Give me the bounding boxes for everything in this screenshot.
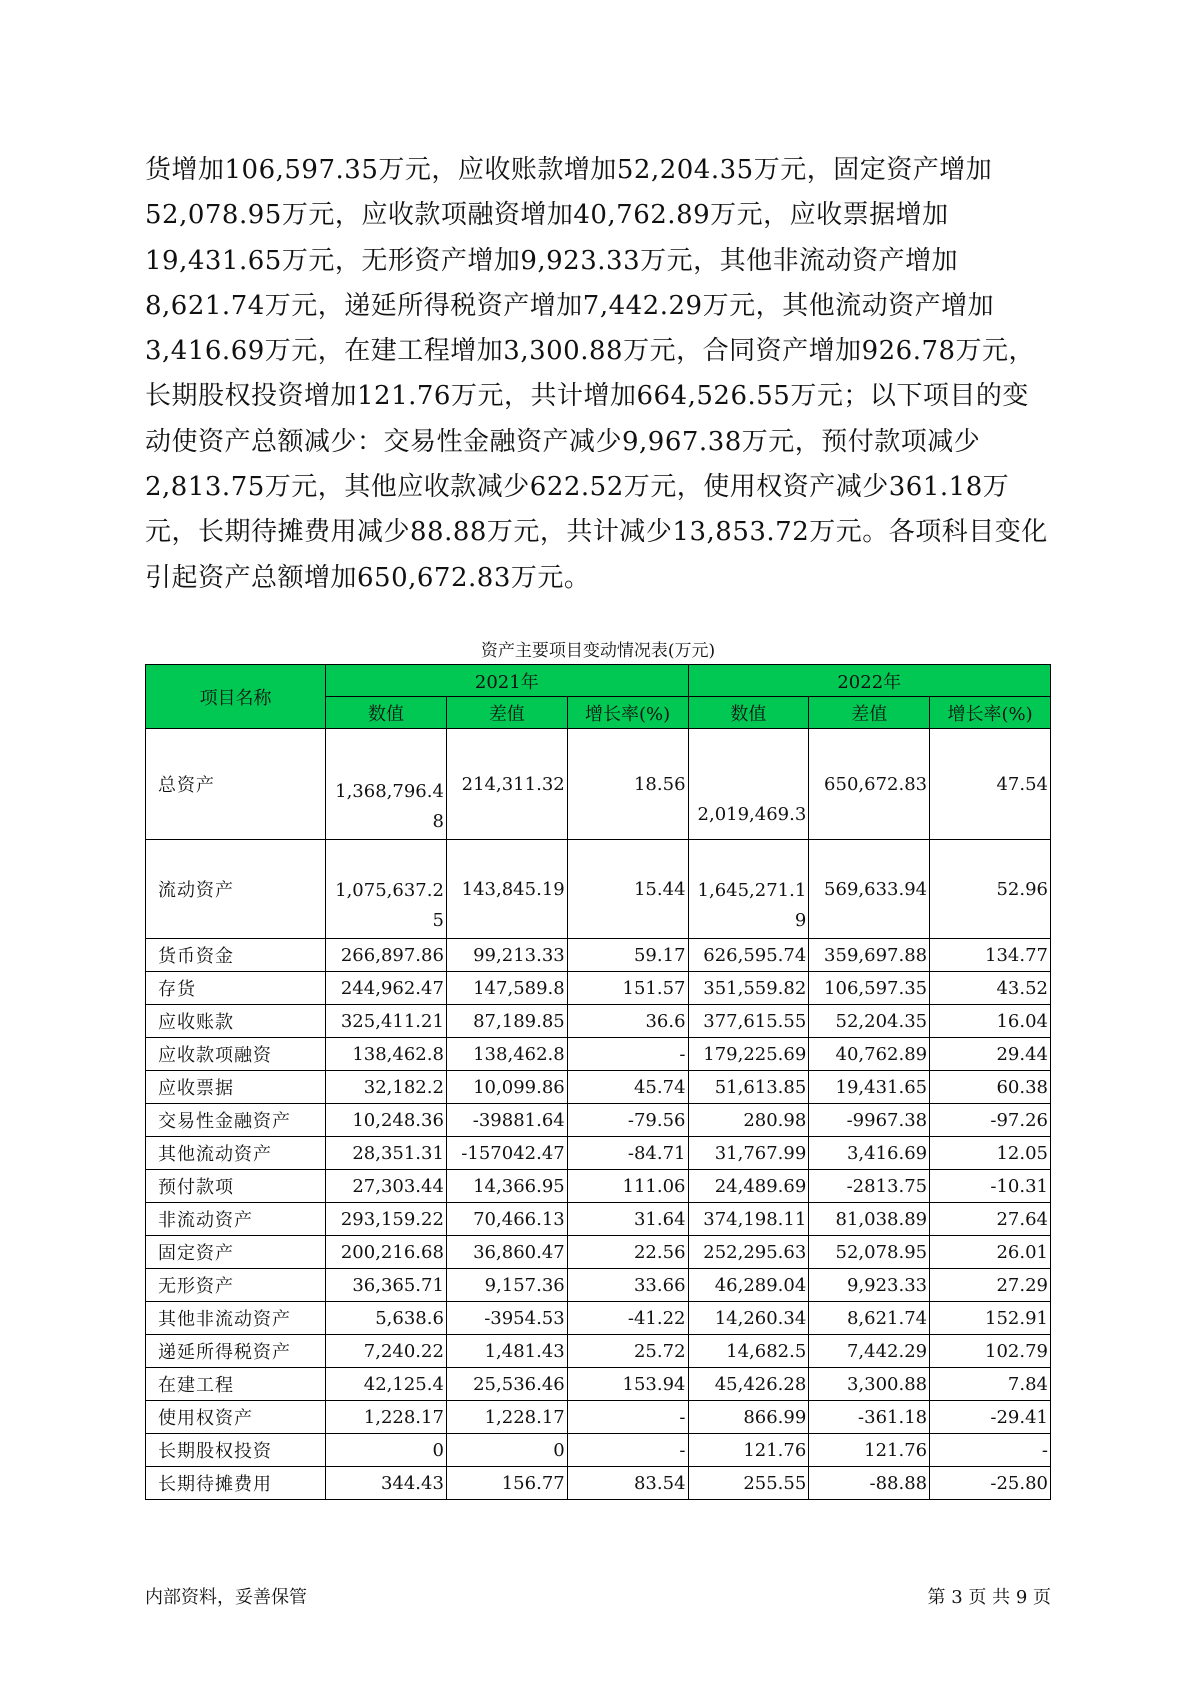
cell-growth-2021: 22.56 xyxy=(567,1236,688,1269)
cell-growth-2022: -97.26 xyxy=(930,1104,1051,1137)
cell-growth-2021: 15.44 xyxy=(567,840,688,939)
body-paragraph: 货增加106,597.35万元，应收账款增加52,204.35万元，固定资产增加52,078.95万元，应收款项融资增加40,762.89万元，应收票据增加19,431.65万元，无形资产增加9,923.33万元，其他非流动资产增加8,621.74万元，递延所得税资产增加7,442.29万元，其他流动资产增加3,416.69万元，在建工程增加3,300.88万元，合同资产增加926.78万元，长期股权投资增加121.76万元，共计增加664,526.55万元；以下项目的变动使资产总额减少：交易性金融资产减少9,967.38万元，预付款项减少2,813.75万元，其他应收款减少622.52万元，使用权资产减少361.18万元，长期待摊费用减少88.88万元，共计减少13,853.72万元。各项科目变化引起资产总额增加650,672.83万元。 xyxy=(145,155,1048,593)
table-row xyxy=(146,1236,1051,1269)
header-item-name: 项目名称 xyxy=(146,665,326,729)
cell-value-2022: 252,295.63 xyxy=(688,1236,809,1269)
table-row xyxy=(146,1071,1051,1104)
cell-growth-2021: 59.17 xyxy=(567,939,688,972)
cell-value-2022: 121.76 xyxy=(688,1434,809,1467)
cell-growth-2021: 18.56 xyxy=(567,729,688,840)
footer-confidential-note: 内部资料，妥善保管 xyxy=(145,1587,307,1608)
cell-value-2021: 5,638.6 xyxy=(326,1302,447,1335)
cell-growth-2022: 134.77 xyxy=(930,939,1051,972)
table-row xyxy=(146,1434,1051,1467)
cell-growth-2021: -84.71 xyxy=(567,1137,688,1170)
cell-value-2021: 42,125.4 xyxy=(326,1368,447,1401)
cell-growth-2021: 151.57 xyxy=(567,972,688,1005)
cell-diff-2022: -88.88 xyxy=(809,1467,930,1500)
header-diff-2021: 差值 xyxy=(446,697,567,729)
row-item-name: 其他非流动资产 xyxy=(146,1302,326,1335)
row-item-name: 流动资产 xyxy=(146,840,326,939)
cell-diff-2022: 52,078.95 xyxy=(809,1236,930,1269)
cell-growth-2022: 102.79 xyxy=(930,1335,1051,1368)
cell-value-2021: 1,228.17 xyxy=(326,1401,447,1434)
cell-diff-2022: -2813.75 xyxy=(809,1170,930,1203)
cell-growth-2022: 47.54 xyxy=(930,729,1051,840)
cell-value-2022: 179,225.69 xyxy=(688,1038,809,1071)
cell-value-2022: 2,019,469.3 xyxy=(688,729,809,840)
cell-diff-2021: 99,213.33 xyxy=(446,939,567,972)
cell-value-2021: 32,182.2 xyxy=(326,1071,447,1104)
cell-value-2022: 46,289.04 xyxy=(688,1269,809,1302)
cell-diff-2022: 8,621.74 xyxy=(809,1302,930,1335)
table-row xyxy=(146,1137,1051,1170)
cell-diff-2022: -9967.38 xyxy=(809,1104,930,1137)
table-row xyxy=(146,1467,1051,1500)
table-row xyxy=(146,1269,1051,1302)
cell-diff-2021: 138,462.8 xyxy=(446,1038,567,1071)
cell-value-2022: 14,260.34 xyxy=(688,1302,809,1335)
cell-diff-2021: 87,189.85 xyxy=(446,1005,567,1038)
cell-growth-2021: - xyxy=(567,1038,688,1071)
row-item-name: 应收款项融资 xyxy=(146,1038,326,1071)
table-row xyxy=(146,972,1051,1005)
cell-diff-2021: 1,228.17 xyxy=(446,1401,567,1434)
cell-growth-2022: -10.31 xyxy=(930,1170,1051,1203)
cell-diff-2021: 147,589.8 xyxy=(446,972,567,1005)
cell-value-2021: 1,368,796.48 xyxy=(326,729,447,840)
cell-value-2021: 0 xyxy=(326,1434,447,1467)
cell-growth-2021: 83.54 xyxy=(567,1467,688,1500)
cell-value-2022: 45,426.28 xyxy=(688,1368,809,1401)
cell-growth-2021: -79.56 xyxy=(567,1104,688,1137)
table-row xyxy=(146,729,1051,840)
cell-value-2021: 27,303.44 xyxy=(326,1170,447,1203)
cell-value-2021: 36,365.71 xyxy=(326,1269,447,1302)
cell-diff-2022: 52,204.35 xyxy=(809,1005,930,1038)
cell-growth-2022: 16.04 xyxy=(930,1005,1051,1038)
cell-diff-2021: 0 xyxy=(446,1434,567,1467)
cell-diff-2022: 569,633.94 xyxy=(809,840,930,939)
cell-value-2022: 626,595.74 xyxy=(688,939,809,972)
cell-diff-2021: -3954.53 xyxy=(446,1302,567,1335)
cell-growth-2022: -29.41 xyxy=(930,1401,1051,1434)
cell-value-2021: 200,216.68 xyxy=(326,1236,447,1269)
cell-value-2022: 31,767.99 xyxy=(688,1137,809,1170)
cell-value-2022: 24,489.69 xyxy=(688,1170,809,1203)
cell-value-2022: 1,645,271.19 xyxy=(688,840,809,939)
row-item-name: 长期待摊费用 xyxy=(146,1467,326,1500)
row-item-name: 应收票据 xyxy=(146,1071,326,1104)
table-row xyxy=(146,1038,1051,1071)
cell-diff-2021: 10,099.86 xyxy=(446,1071,567,1104)
cell-value-2021: 1,075,637.25 xyxy=(326,840,447,939)
cell-diff-2021: 143,845.19 xyxy=(446,840,567,939)
row-item-name: 使用权资产 xyxy=(146,1401,326,1434)
cell-growth-2022: 152.91 xyxy=(930,1302,1051,1335)
cell-diff-2022: 106,597.35 xyxy=(809,972,930,1005)
cell-diff-2022: 19,431.65 xyxy=(809,1071,930,1104)
cell-diff-2022: 40,762.89 xyxy=(809,1038,930,1071)
cell-growth-2022: - xyxy=(930,1434,1051,1467)
cell-diff-2021: 25,536.46 xyxy=(446,1368,567,1401)
cell-value-2022: 255.55 xyxy=(688,1467,809,1500)
cell-value-2021: 10,248.36 xyxy=(326,1104,447,1137)
cell-growth-2022: 43.52 xyxy=(930,972,1051,1005)
asset-change-table xyxy=(145,664,1051,1500)
table-body xyxy=(146,729,1051,1500)
cell-diff-2021: 214,311.32 xyxy=(446,729,567,840)
cell-growth-2021: 111.06 xyxy=(567,1170,688,1203)
cell-diff-2022: 3,300.88 xyxy=(809,1368,930,1401)
cell-growth-2021: 31.64 xyxy=(567,1203,688,1236)
table-caption: 资产主要项目变动情况表(万元) xyxy=(480,641,716,661)
cell-diff-2021: 70,466.13 xyxy=(446,1203,567,1236)
table-row xyxy=(146,840,1051,939)
cell-value-2021: 266,897.86 xyxy=(326,939,447,972)
header-diff-2022: 差值 xyxy=(809,697,930,729)
table-row xyxy=(146,1104,1051,1137)
cell-diff-2021: 9,157.36 xyxy=(446,1269,567,1302)
cell-value-2022: 374,198.11 xyxy=(688,1203,809,1236)
cell-diff-2021: 36,860.47 xyxy=(446,1236,567,1269)
header-year-2021: 2021年 xyxy=(326,665,688,697)
cell-diff-2021: 1,481.43 xyxy=(446,1335,567,1368)
row-item-name: 在建工程 xyxy=(146,1368,326,1401)
cell-value-2022: 280.98 xyxy=(688,1104,809,1137)
cell-growth-2021: 33.66 xyxy=(567,1269,688,1302)
cell-diff-2022: 650,672.83 xyxy=(809,729,930,840)
row-item-name: 存货 xyxy=(146,972,326,1005)
table-row xyxy=(146,939,1051,972)
cell-diff-2022: 121.76 xyxy=(809,1434,930,1467)
table-row xyxy=(146,1170,1051,1203)
cell-value-2021: 138,462.8 xyxy=(326,1038,447,1071)
header-year-2022: 2022年 xyxy=(688,665,1050,697)
row-item-name: 交易性金融资产 xyxy=(146,1104,326,1137)
header-value-2022: 数值 xyxy=(688,697,809,729)
cell-diff-2022: 3,416.69 xyxy=(809,1137,930,1170)
cell-diff-2022: 359,697.88 xyxy=(809,939,930,972)
cell-growth-2022: 27.64 xyxy=(930,1203,1051,1236)
header-value-2021: 数值 xyxy=(326,697,447,729)
footer-page-number: 第 3 页 共 9 页 xyxy=(927,1587,1051,1608)
cell-growth-2022: 60.38 xyxy=(930,1071,1051,1104)
header-growth-2022: 增长率(%) xyxy=(930,697,1051,729)
cell-growth-2022: 29.44 xyxy=(930,1038,1051,1071)
row-item-name: 长期股权投资 xyxy=(146,1434,326,1467)
row-item-name: 无形资产 xyxy=(146,1269,326,1302)
cell-growth-2022: 26.01 xyxy=(930,1236,1051,1269)
table-row xyxy=(146,1005,1051,1038)
cell-value-2021: 293,159.22 xyxy=(326,1203,447,1236)
cell-value-2021: 344.43 xyxy=(326,1467,447,1500)
row-item-name: 其他流动资产 xyxy=(146,1137,326,1170)
table-row xyxy=(146,1302,1051,1335)
cell-value-2022: 377,615.55 xyxy=(688,1005,809,1038)
cell-growth-2021: - xyxy=(567,1401,688,1434)
row-item-name: 应收账款 xyxy=(146,1005,326,1038)
cell-growth-2021: 36.6 xyxy=(567,1005,688,1038)
cell-growth-2021: - xyxy=(567,1434,688,1467)
cell-growth-2021: 25.72 xyxy=(567,1335,688,1368)
row-item-name: 预付款项 xyxy=(146,1170,326,1203)
header-growth-2021: 增长率(%) xyxy=(567,697,688,729)
cell-diff-2021: -157042.47 xyxy=(446,1137,567,1170)
cell-diff-2021: 156.77 xyxy=(446,1467,567,1500)
row-item-name: 非流动资产 xyxy=(146,1203,326,1236)
row-item-name: 货币资金 xyxy=(146,939,326,972)
cell-growth-2022: 7.84 xyxy=(930,1368,1051,1401)
cell-value-2021: 7,240.22 xyxy=(326,1335,447,1368)
cell-value-2022: 51,613.85 xyxy=(688,1071,809,1104)
cell-growth-2021: -41.22 xyxy=(567,1302,688,1335)
cell-value-2021: 244,962.47 xyxy=(326,972,447,1005)
table-row xyxy=(146,1203,1051,1236)
cell-value-2022: 866.99 xyxy=(688,1401,809,1434)
table-row xyxy=(146,1401,1051,1434)
cell-growth-2022: 27.29 xyxy=(930,1269,1051,1302)
table-row xyxy=(146,1335,1051,1368)
cell-growth-2022: 52.96 xyxy=(930,840,1051,939)
cell-diff-2022: 81,038.89 xyxy=(809,1203,930,1236)
cell-diff-2022: 9,923.33 xyxy=(809,1269,930,1302)
table-row xyxy=(146,1368,1051,1401)
row-item-name: 递延所得税资产 xyxy=(146,1335,326,1368)
cell-growth-2022: -25.80 xyxy=(930,1467,1051,1500)
cell-growth-2021: 45.74 xyxy=(567,1071,688,1104)
cell-growth-2021: 153.94 xyxy=(567,1368,688,1401)
cell-diff-2021: -39881.64 xyxy=(446,1104,567,1137)
cell-value-2021: 28,351.31 xyxy=(326,1137,447,1170)
cell-value-2022: 14,682.5 xyxy=(688,1335,809,1368)
cell-growth-2022: 12.05 xyxy=(930,1137,1051,1170)
row-item-name: 总资产 xyxy=(146,729,326,840)
cell-value-2022: 351,559.82 xyxy=(688,972,809,1005)
cell-diff-2022: 7,442.29 xyxy=(809,1335,930,1368)
cell-value-2021: 325,411.21 xyxy=(326,1005,447,1038)
row-item-name: 固定资产 xyxy=(146,1236,326,1269)
cell-diff-2021: 14,366.95 xyxy=(446,1170,567,1203)
cell-diff-2022: -361.18 xyxy=(809,1401,930,1434)
